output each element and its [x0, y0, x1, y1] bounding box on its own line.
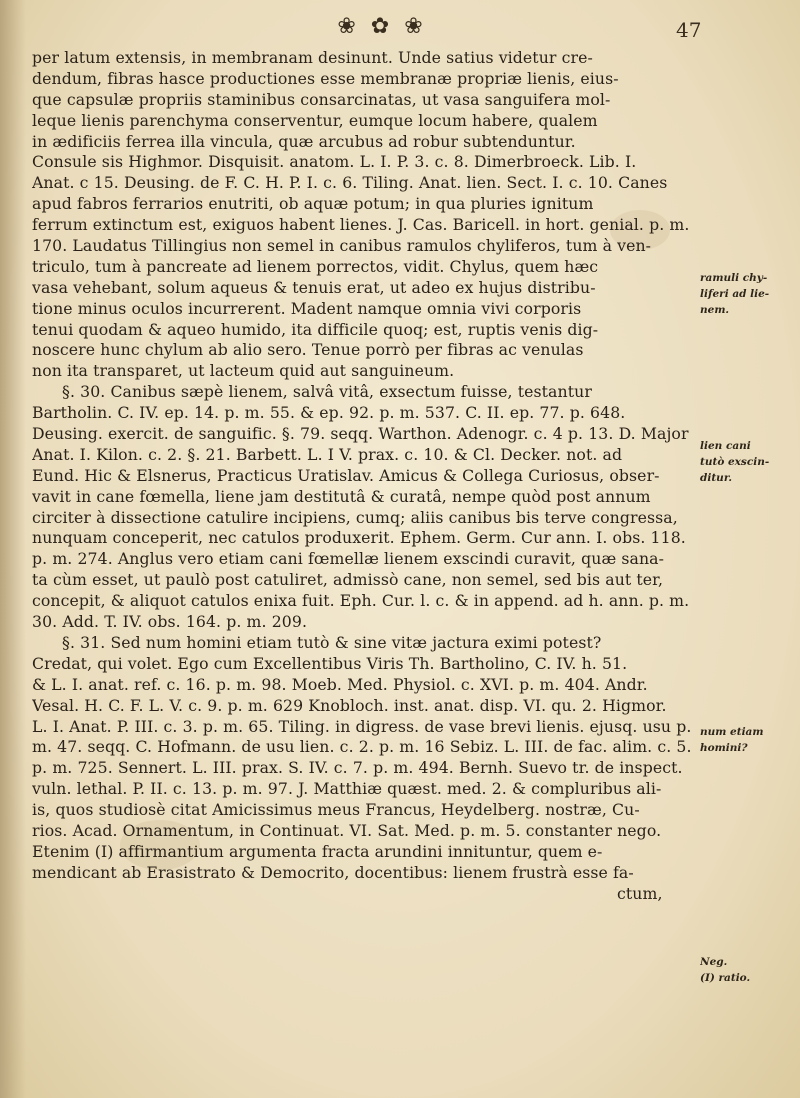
margin-note-line: num etiam: [700, 726, 764, 738]
text-line: per latum extensis, in membranam desinunt. Unde satius videtur cre-: [32, 48, 593, 67]
text-line: noscere hunc chylum ab alio sero. Tenue porrò per fibras ac venulas: [32, 340, 584, 360]
section-31-start: §. 31. Sed num homini etiam tutò & sine vitæ jactura eximi potest?: [62, 632, 602, 652]
binding-shadow: [0, 0, 26, 1098]
text-line: Vesal. H. C. F. L. V. c. 9. p. m. 629 Knobloch. inst. anat. disp. VI. qu. 2. Higmor.: [32, 695, 667, 715]
text-line: ta cùm esset, ut paulò post catuliret, admissò cane, non semel, sed bis aut ter,: [32, 570, 664, 590]
text-line: non ita transparet, ut lacteum quid aut sanguineum.: [32, 361, 455, 381]
text-line: nunquam conceperit, nec catulos produxerit. Ephem. Germ. Cur ann. I. obs. 118.: [32, 528, 686, 548]
text-line: Deusing. exercit. de sanguific. §. 79. seqq. Warthon. Adenogr. c. 4 p. 13. D. Major: [32, 424, 689, 444]
text-line: ctum,: [617, 883, 663, 903]
text-line: Eund. Hic & Elsnerus, Practicus Uratislav. Amicus & Collega Curiosus, obser-: [32, 465, 660, 485]
text-line: tenui quodam & aqueo humido, ita difficile quoq; est, ruptis venis dig-: [32, 319, 599, 339]
text-line: is, quos studiosè citat Amicissimus meus Francus, Heydelberg. nostræ, Cu-: [32, 800, 640, 820]
text-line: triculo, tum à pancreate ad lienem porrectos, vidit. Chylus, quem hæc: [32, 256, 599, 276]
text-line: Consule sis Highmor. Disquisit. anatom. L. I. P. 3. c. 8. Dimerbroeck. Lib. I.: [32, 152, 637, 172]
text-line: m. 47. seqq. C. Hofmann. de usu lien. c. 2. p. m. 16 Sebiz. L. III. de fac. alim. c. 5.: [32, 737, 692, 757]
margin-note-line: ditur.: [700, 472, 733, 484]
text-line: & L. I. anat. ref. c. 16. p. m. 98. Moeb. Med. Physiol. c. XVI. p. m. 404. Andr.: [32, 674, 648, 694]
text-line: 170. Laudatus Tillingius non semel in canibus ramulos chyliferos, tum à ven-: [32, 236, 652, 256]
section-30-start: §. 30. Canibus sæpè lienem, salvâ vitâ, exsectum fuisse, testantur: [62, 382, 592, 402]
text-line: Anat. I. Kilon. c. 2. §. 21. Barbett. L. I V. prax. c. 10. & Cl. Decker. not. ad: [32, 444, 623, 464]
header-ornament: ❀ ✿ ❀: [337, 14, 427, 39]
text-line: Credat, qui volet. Ego cum Excellentibus Viris Th. Bartholino, C. IV. h. 51.: [32, 653, 628, 673]
text-line: circiter à dissectione catulire incipiens, cumq; aliis canibus bis terve congressa,: [32, 507, 678, 527]
text-line: ferrum extinctum est, exiguos habent lienes. J. Cas. Baricell. in hort. genial. p. m.: [32, 215, 690, 235]
text-line: tione minus oculos incurrerent. Madent namque omnia vivi corporis: [32, 298, 582, 318]
text-line: apud fabros ferrarios enutriti, ob aquæ potum; in qua pluries ignitum: [32, 194, 594, 214]
margin-note-ramuli: [700, 270, 798, 318]
text-line: vavit in cane fœmella, liene jam destitutâ & curatâ, nempe quòd post annum: [32, 486, 651, 506]
margin-note-line: liferi ad lie-: [700, 288, 770, 300]
margin-note-line: lien cani: [700, 440, 751, 452]
text-line: vuln. lethal. P. II. c. 13. p. m. 97. J. Matthiæ quæst. med. 2. & compluribus ali-: [32, 779, 662, 799]
margin-note-line: ramuli chy-: [700, 272, 768, 284]
text-line: p. m. 274. Anglus vero etiam cani fœmellæ lienem exscindi curavit, quæ sana-: [32, 549, 665, 569]
margin-note-line: nem.: [700, 304, 730, 316]
margin-note-line: homini?: [700, 742, 748, 754]
text-line: in ædificiis ferrea illa vincula, quæ arcubus ad robur subtenduntur.: [32, 131, 576, 151]
main-text: [32, 48, 694, 905]
text-line: Bartholin. C. IV. ep. 14. p. m. 55. & ep. 92. p. m. 537. C. II. ep. 77. p. 648.: [32, 403, 626, 423]
margin-note-neg: [700, 954, 798, 986]
margin-note-line: Neg.: [700, 956, 728, 968]
margin-note-lien: [700, 438, 798, 486]
text-line: mendicant ab Erasistrato & Democrito, docentibus: lienem frustrà esse fa-: [32, 862, 634, 882]
margin-note-line: (I) ratio.: [700, 972, 751, 984]
text-line: Anat. c 15. Deusing. de F. C. H. P. I. c. 6. Tiling. Anat. lien. Sect. I. c. 10. Canes: [32, 173, 668, 193]
text-line: dendum, fibras hasce productiones esse membranæ propriæ lienis, eius-: [32, 68, 619, 88]
text-line: L. I. Anat. P. III. c. 3. p. m. 65. Tiling. in digress. de vase brevi lienis. ejusq. usu p.: [32, 716, 692, 736]
margin-note-line: tutò exscin-: [700, 456, 770, 468]
page-number: 47: [676, 18, 702, 42]
text-line: p. m. 725. Sennert. L. III. prax. S. IV. c. 7. p. m. 494. Bernh. Suevo tr. de inspect.: [32, 758, 683, 778]
text-line: vasa vehebant, solum aqueus & tenuis erat, ut adeo ex hujus distribu-: [32, 277, 596, 297]
text-line: concepit, & aliquot catulos enixa fuit. Eph. Cur. l. c. & in append. ad h. ann. p. m.: [32, 591, 690, 611]
text-line: que capsulæ propriis staminibus consarcinatas, ut vasa sanguifera mol-: [32, 89, 611, 109]
margin-note-homini: [700, 724, 798, 756]
text-line: rios. Acad. Ornamentum, in Continuat. VI. Sat. Med. p. m. 5. constanter nego.: [32, 820, 662, 840]
text-line: Etenim (I) affirmantium argumenta fracta arundini innituntur, quem e-: [32, 841, 603, 861]
text-line: 30. Add. T. IV. obs. 164. p. m. 209.: [32, 612, 308, 632]
text-line: leque lienis parenchyma conserventur, eumque locum habere, qualem: [32, 110, 598, 130]
